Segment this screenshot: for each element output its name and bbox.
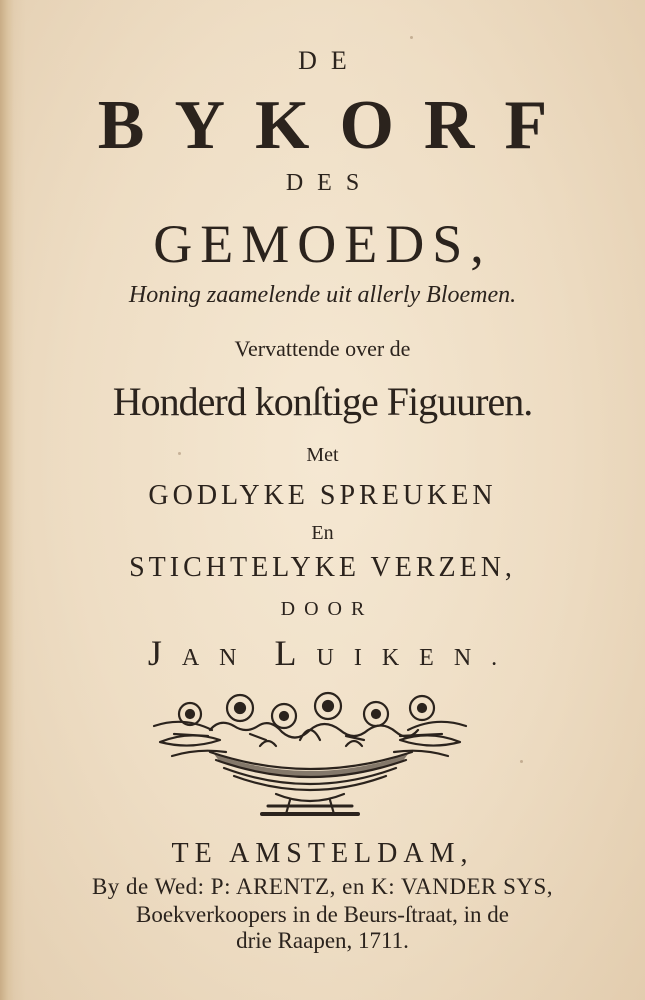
flower-basket-ornament-icon xyxy=(150,690,470,825)
vervattende-line: Vervattende over de xyxy=(234,336,411,361)
author-first-rest: AN xyxy=(181,645,257,671)
met-line: Met xyxy=(306,444,339,466)
author-last-rest: UIKEN. xyxy=(316,645,518,671)
paper-speck xyxy=(410,36,413,39)
title-line-gemoeds: GEMOEDS, xyxy=(153,214,492,274)
en-line: En xyxy=(311,522,334,544)
godlyke-spreuken-line: GODLYKE SPREUKEN xyxy=(148,480,497,511)
author-line xyxy=(0,632,645,674)
city-line: TE AMSTELDAM, xyxy=(171,838,474,869)
paper-speck xyxy=(178,452,181,455)
subtitle-line: Honing zaamelende uit allerly Bloemen. xyxy=(128,282,517,308)
title-line-bykorf: BYKORF xyxy=(97,87,578,164)
door-line: DOOR xyxy=(280,598,374,620)
honderd-figuuren-line: Honderd konſtige Figuuren. xyxy=(112,379,533,424)
address-line: Boekverkoopers in de Beurs-ſtraat, in de xyxy=(136,902,509,927)
author-first-initial: J xyxy=(147,633,182,673)
stichtelyke-verzen-line: STICHTELYKE VERZEN, xyxy=(129,552,516,583)
publishers-line: By de Wed: P: ARENTZ, en K: VANDER SYS, xyxy=(91,874,554,899)
year-line: drie Raapen, 1711. xyxy=(236,928,409,953)
title-line-des: DES xyxy=(285,170,374,196)
author-last-initial: L xyxy=(274,633,317,673)
title-line-de: DE xyxy=(298,46,361,75)
paper-speck xyxy=(520,760,523,763)
